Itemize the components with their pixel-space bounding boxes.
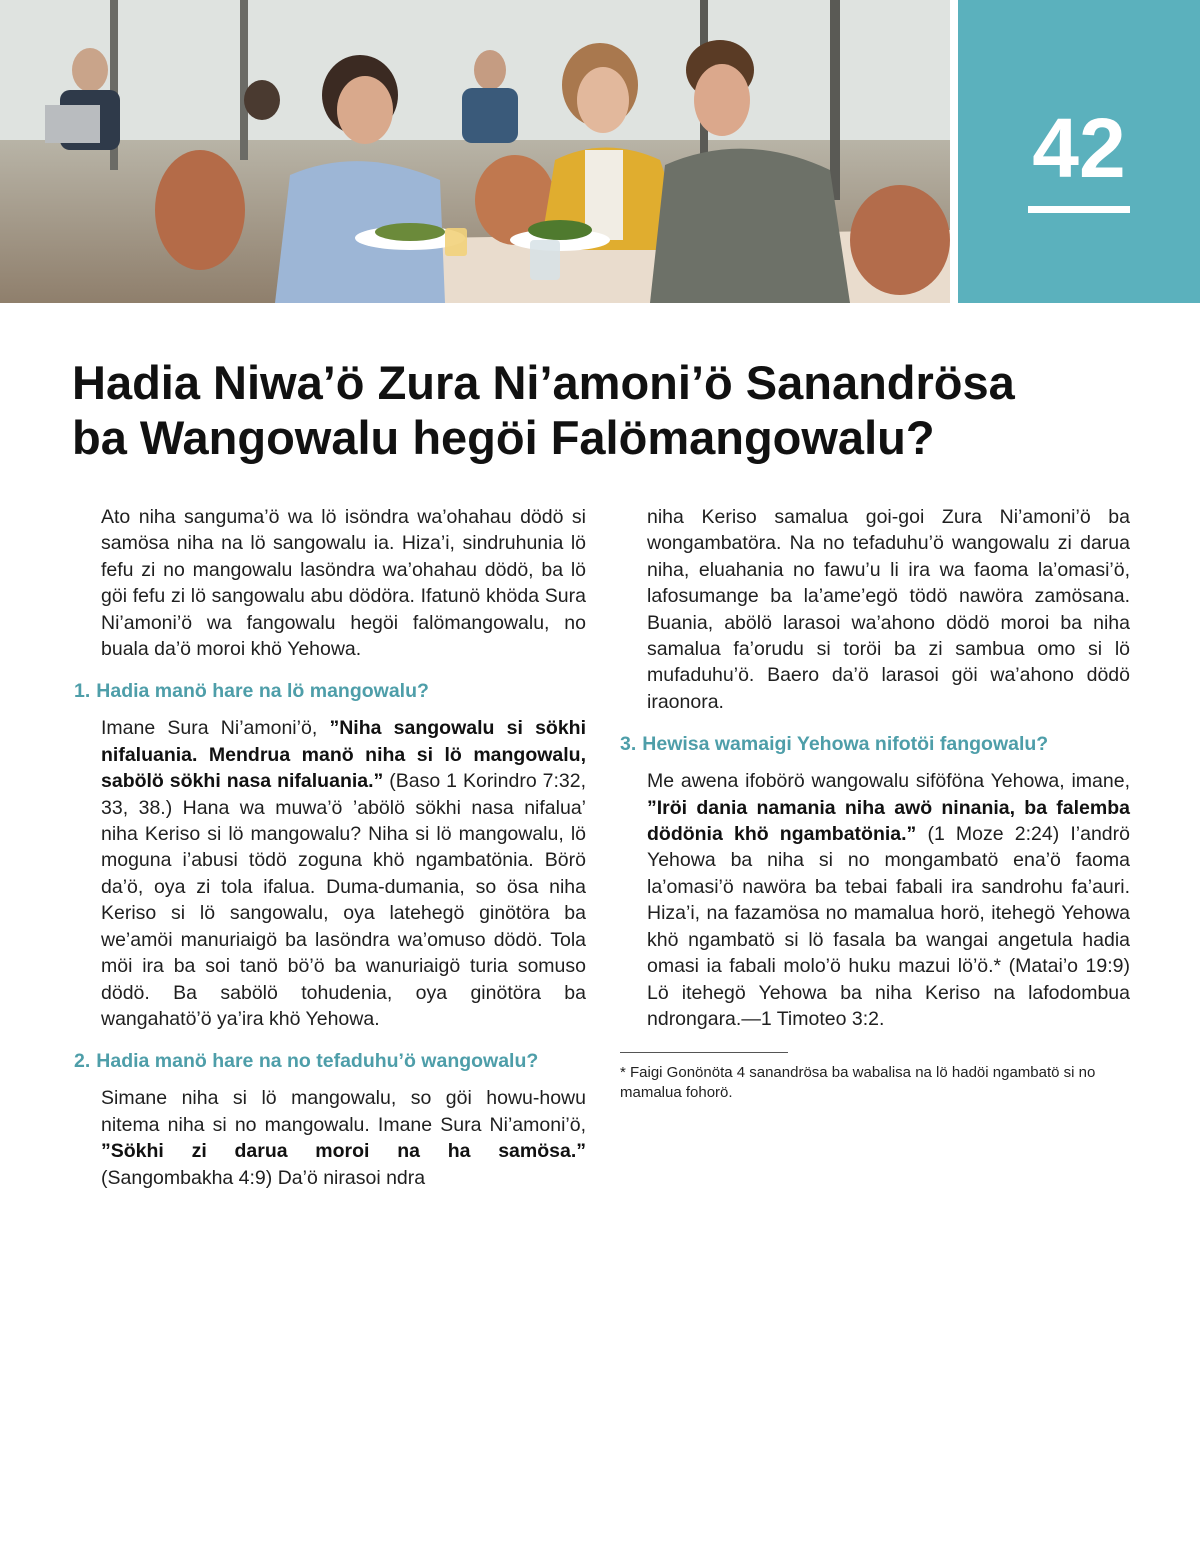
section-1-text-end: (Baso 1 Korindro 7:32, 33, 38.) Hana wa muwa’ö ’abölö sökhi nasa nifalua’ niha Keriso si lö mangowalu? Niha si lö mangowalu, lö moguna i’abusi tödö zoguna khö ngambatönia. Börö da’ö, oya zi tola ifalua. Duma-dumania, so ösa niha Keriso si lö sangowalu, oya latehegö ginötöra ba we’amöi manuriaigö ba lasöndra wa’omuso dödö. Tola möi ira ba soi tanö bö’ö ba wanuriaigö turia somuso dödö. Ba sabölö tohudenia, oya ginötöra ba wangahatö’ö ya’ira khö Yehowa.	[101, 770, 586, 1030]
section-3-question	[620, 731, 1130, 758]
title-line-1: Hadia Niwa’ö Zura Ni’amoni’ö Sanandrösa	[72, 356, 1015, 409]
section-3-text-start: Me awena ifobörö wangowalu siföföna Yehowa, imane,	[647, 770, 1130, 793]
section-2-paragraph	[74, 1085, 586, 1191]
section-2-text-end: (Sangombakha 4:9) Da’ö nirasoi ndra	[101, 1166, 426, 1189]
section-1-question	[74, 678, 586, 705]
section-2-text-start: Simane niha si lö mangowalu, so göi howu-howu nitema niha si no mangowalu. Imane Sura Ni’amoni’ö,	[101, 1087, 586, 1136]
section-1-quote: ”Niha sangowalu si sökhi nifaluania. Mendrua manö niha si lö mangowalu, sabölö sökhi nasa nifaluania.”	[101, 717, 586, 793]
title-line-2: ba Wangowalu hegöi Falömangowalu?	[72, 411, 935, 464]
section-2-question-text: Hadia manö hare na no tefaduhu’ö wangowalu?	[96, 1050, 539, 1073]
section-3-text-end: (1 Moze 2:24) I’andrö Yehowa ba niha si no mongambatö ena’ö faoma la’omasi’ö nawöra ba tebai fabali ira sandrohu fa’auri. Hiza’i, na fazamösa no mamalua horö, itehegö Yehowa khö ngambatö si lö fasala ba wangai angetula hadia omasi ia fabali molo’ö huku mazui lö’ö.* (Matai’o 19:9) Lö itehegö Yehowa ba niha Keriso na lafodombua ndrongara.—1 Timoteo 3:2.	[647, 823, 1130, 1030]
section-1-question-text: Hadia manö hare na lö mangowalu?	[96, 680, 429, 703]
lesson-number: 42	[1032, 101, 1126, 195]
section-2-quote: ”Sökhi zi darua moroi na ha samösa.”	[101, 1140, 586, 1163]
right-column	[620, 504, 1130, 1103]
lesson-number-box	[958, 0, 1200, 303]
section-3-question-text: Hewisa wamaigi Yehowa nifotöi fangowalu?	[642, 733, 1049, 756]
footnote: * Faigi Gonönöta 4 sanandrösa ba wabalisa na lö hadöi ngambatö si no mamalua fohorö.	[620, 1064, 1096, 1102]
cafe-scene-illustration	[0, 0, 950, 303]
left-column	[74, 504, 586, 1191]
intro-paragraph: Ato niha sanguma’ö wa lö isöndra wa’ohahau dödö si samösa niha na lö sangowalu ia. Hiza’i, sindruhunia lö fefu zi no mangowalu lasöndra wa’ohahau dödö, ba lö göi fefu zi lö sangowalu abu dödöra. Ifatunö khöda Sura Ni’amoni’ö wa fangowalu hegöi falömangowalu, no buala da’ö moroi khö Yehowa.	[101, 506, 586, 661]
section-1-paragraph	[74, 715, 586, 1032]
header-photo	[0, 0, 950, 303]
section-1-number: 1.	[74, 680, 91, 703]
section-3-paragraph	[620, 768, 1130, 1032]
section-2-paragraph-continued: niha Keriso samalua goi-goi Zura Ni’amoni’ö ba wongambatöra. Na no tefaduhu’ö wangowalu zi darua niha, eluahania no fawu’u li ira wa faoma la’omasi’ö, lafosumange ba la’ame’egö tödö nawöra zamösana. Buania, abölö larasoi wa’ahono dödö moroi ba niha samalua fa’orudu si toröi ba zi sambua omo si lö mufaduhu’ö. Baero da’ö larasoi göi wa’ahono dödö iraonora.	[647, 506, 1130, 713]
lesson-number-underline	[1028, 206, 1130, 213]
section-2-number: 2.	[74, 1050, 91, 1073]
section-3-quote: ”Iröi dania namania niha awö ninania, ba falemba dödönia khö ngambatönia.”	[647, 796, 1130, 846]
page-title	[72, 355, 1132, 465]
section-3-number: 3.	[620, 733, 637, 756]
section-2-question	[74, 1048, 586, 1075]
footnote-divider	[620, 1052, 788, 1053]
section-1-text-start: Imane Sura Ni’amoni’ö,	[101, 717, 330, 740]
